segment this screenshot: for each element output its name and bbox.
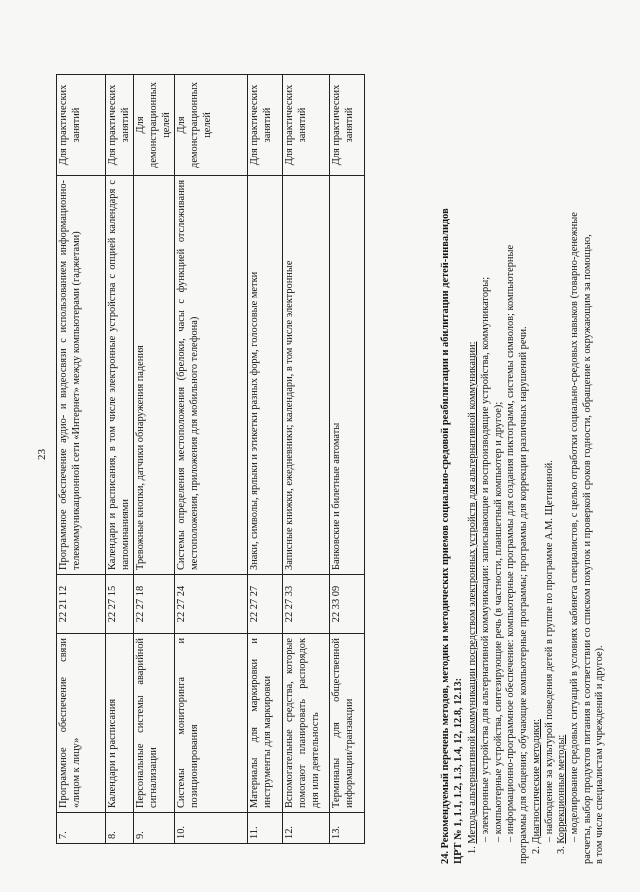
table-row xyxy=(248,75,283,844)
section-heading-line1: 24. Рекомендуемый перечень методов, методик и методических приемов социально-средовой реабилитации и абилитации детей-инвалидов xyxy=(440,208,451,864)
row-code: 22 27 18 xyxy=(134,575,175,634)
table-row xyxy=(57,75,106,844)
table-row xyxy=(134,75,175,844)
row-number: 9. xyxy=(134,813,175,844)
row-code: 22 33 09 xyxy=(330,575,365,634)
row-name: Материалы для маркировки и инструменты для маркировки xyxy=(248,634,283,813)
list-bullet-continuation: расчеты, выбор продуктов питания в соответствии со списком покупок и проверкой сроков годности, обращение к окружающим за помощью, xyxy=(581,234,593,864)
row-description: Тревожные кнопки, датчики обнаружения падения xyxy=(134,176,175,575)
table-row xyxy=(106,75,134,844)
row-name: Вспомогательные средства, которые помогают планировать распорядок дня или деятельность xyxy=(283,634,330,813)
row-code: 22 27 33 xyxy=(283,575,330,634)
list-bullet: – моделирование средовых ситуаций в условиях кабинета специалистов, с целью отработки социально-средовых навыков (товарно-денежные xyxy=(568,212,580,842)
row-description: Программное обеспечение аудио- и видеосвязи с использованием информационно-телекоммуникационной сети «Интернет» между компьютерами (гаджетами) xyxy=(57,176,106,575)
row-number: 13. xyxy=(330,813,365,844)
list-item xyxy=(531,14,544,864)
row-name: Календари и расписания xyxy=(106,634,134,813)
row-code: 22 27 27 xyxy=(248,575,283,634)
row-purpose: Для практических занятий xyxy=(330,75,365,176)
row-code: 22 27 24 xyxy=(175,575,248,634)
row-purpose: Для демонстрационных целей xyxy=(134,75,175,176)
list-bullet: – электронные устройства для альтернативной коммуникации: записывающие и воспроизводящие устройства, коммуникаторы; xyxy=(480,276,492,842)
list-bullet: – компьютерные устройства, синтезирующие речь (в частности, планшетный компьютер и другое); xyxy=(492,401,504,842)
list-bullet-continuation: программы для общения; обучающие компьютерные программы; программы для коррекции различных нарушений речи. xyxy=(518,326,530,864)
list-bullet: – информационно-программное обеспечение: компьютерные программы для создания пиктограмм, системы символов; компьютерные xyxy=(505,244,517,842)
item-number: 2. xyxy=(530,843,542,854)
row-number: 7. xyxy=(57,813,106,844)
row-description: Банковские и билетные автоматы xyxy=(330,176,365,575)
section-heading-line2: ЦРТ № 1, 1.1, 1.2, 1.3, 1.4, 12, 12.8, 12.13: xyxy=(452,677,464,864)
list-item xyxy=(467,14,480,864)
row-description: Знаки, символы, ярлыки и этикетки разных форм, голосовые метки xyxy=(248,176,283,575)
item-number: 1. xyxy=(467,843,479,854)
row-purpose: Для практических занятий xyxy=(283,75,330,176)
section-heading xyxy=(440,14,465,864)
item-title: Методы альтернативной коммуникации посредством электронных устройств для альтернативной коммуникации: xyxy=(467,341,479,844)
table-row xyxy=(175,75,248,844)
row-number: 8. xyxy=(106,813,134,844)
row-description: Календари и расписания, в том числе электронные устройства с опцией календаря с напоминаниями xyxy=(106,176,134,575)
row-name: Программное обеспечение связи «лицом к лицу» xyxy=(57,634,106,813)
page-number: 23 xyxy=(36,449,48,460)
row-name: Системы мониторинга и позиционирования xyxy=(175,634,248,813)
row-number: 11. xyxy=(248,813,283,844)
list-bullet: – наблюдение за культурой поведения детей в группе по программе А.М. Щетининой. xyxy=(543,460,555,842)
row-purpose: Для практических занятий xyxy=(106,75,134,176)
row-code: 22 27 15 xyxy=(106,575,134,634)
item-number: 3. xyxy=(556,843,568,854)
table-row xyxy=(330,75,365,844)
equipment-table xyxy=(56,74,365,844)
row-name: Персональные системы аварийной сигнализации xyxy=(134,634,175,813)
list-item xyxy=(556,14,569,864)
methods-section xyxy=(440,14,607,864)
row-description: Системы определения местоположения (брелоки, часы с функцией отслеживания местоположения, приложения для мобильного телефона) xyxy=(175,176,248,575)
item-title: Коррекционные методы: xyxy=(556,734,568,844)
table-row xyxy=(283,75,330,844)
row-purpose: Для практических занятий xyxy=(57,75,106,176)
item-title: Диагностические методики: xyxy=(530,719,542,844)
row-purpose: Для демонстрационных целей xyxy=(175,75,248,176)
row-code: 22 21 12 xyxy=(57,575,106,634)
row-number: 10. xyxy=(175,813,248,844)
row-name: Терминалы для общественной информации/транзакции xyxy=(330,634,365,813)
list-bullet-continuation: в том числе специалистам учреждений и другое). xyxy=(594,645,606,864)
row-description: Записные книжки, ежедневники; календари, в том числе электронные xyxy=(283,176,330,575)
row-purpose: Для практических занятий xyxy=(248,75,283,176)
row-number: 12. xyxy=(283,813,330,844)
